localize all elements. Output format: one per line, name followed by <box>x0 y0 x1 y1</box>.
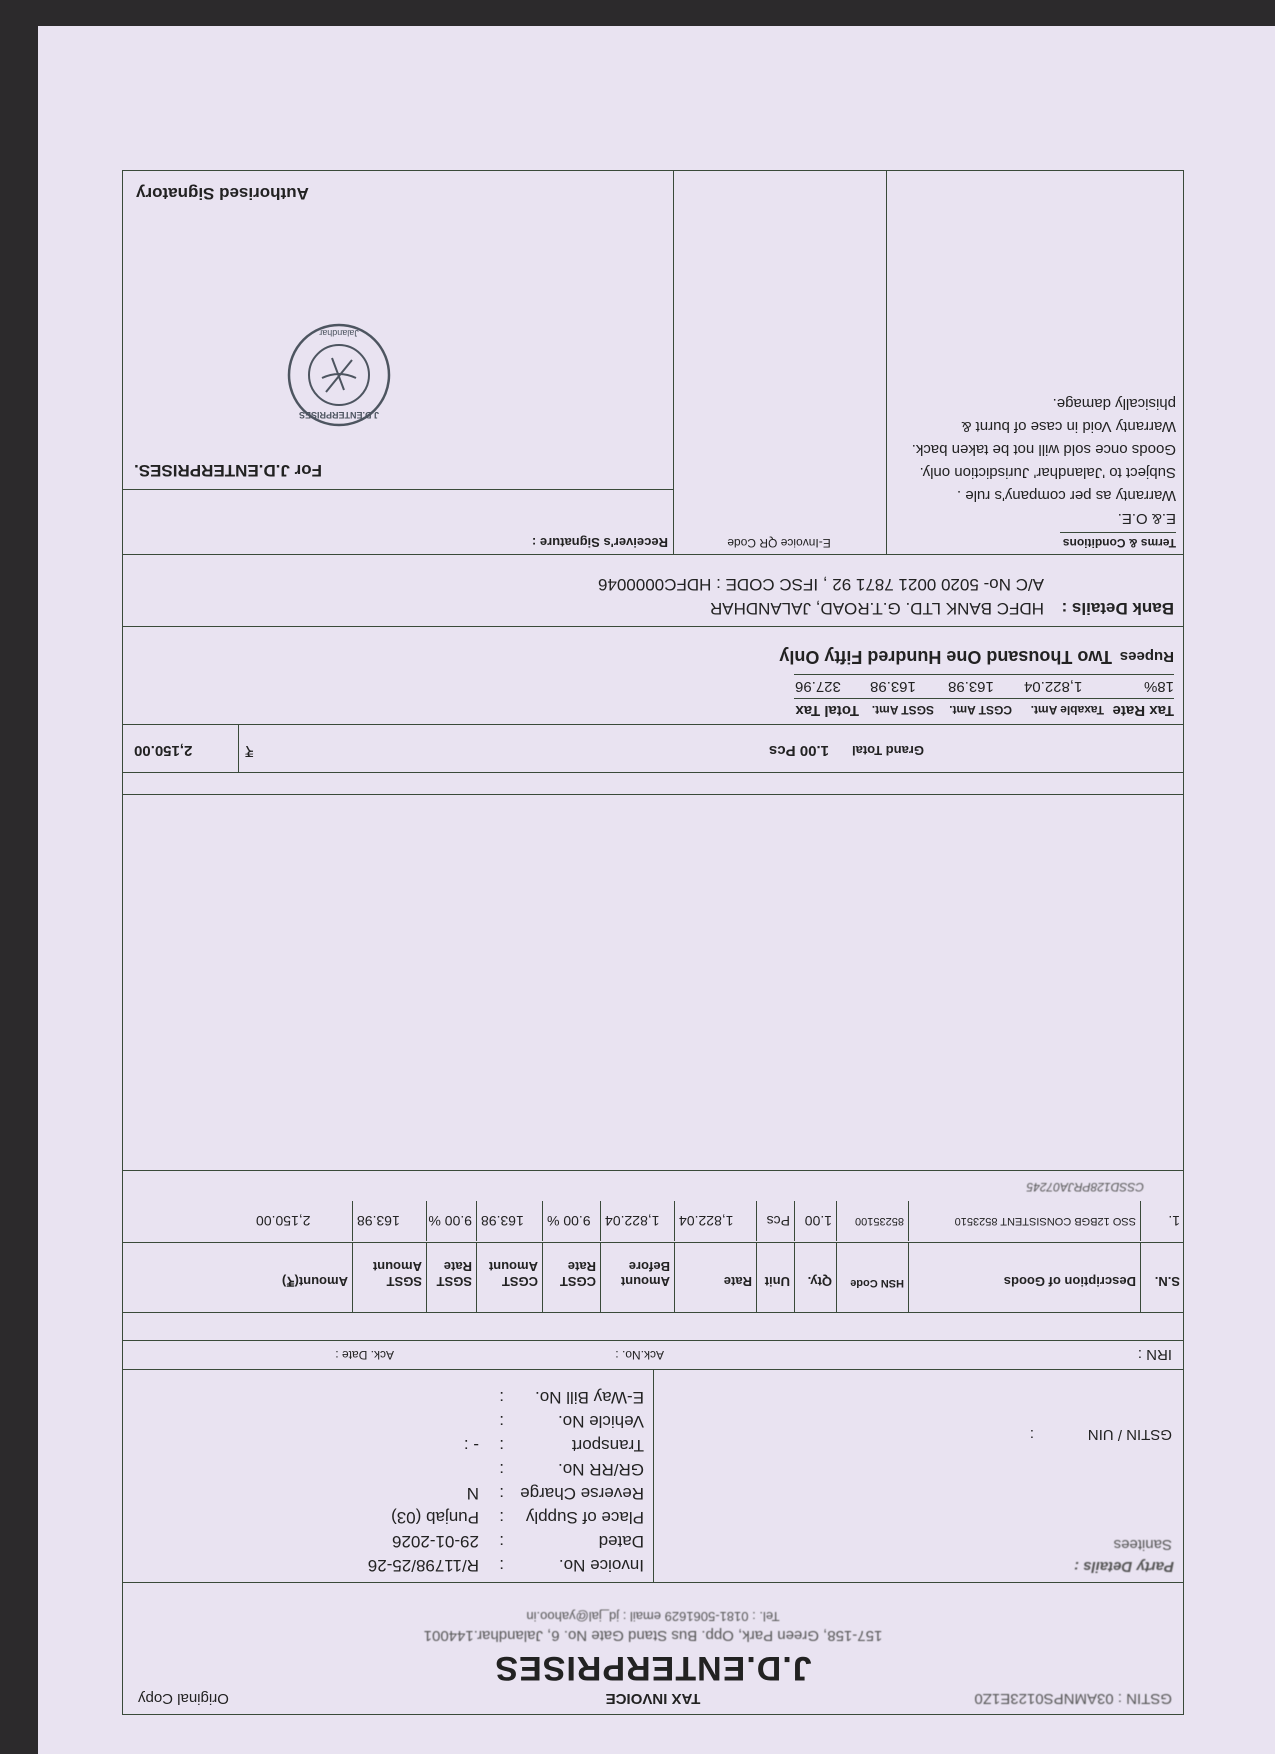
info-label: Dated <box>598 1532 644 1551</box>
terms-line: Subject to 'Jalandhar' Jurisdiction only. <box>919 464 1176 481</box>
terms-label: Terms & Conditions <box>1062 536 1176 550</box>
tax-rate-header: Tax Rate <box>1112 702 1174 719</box>
info-label: Invoice No. <box>558 1556 644 1575</box>
info-label: Place of Supply <box>525 1508 644 1527</box>
company-contact: Tel. : 0181-5061629 email : jd_jal@yahoo.in <box>526 1609 780 1624</box>
terms-line: Warranty as per company's rule . <box>956 487 1176 504</box>
terms-line: phisically damage. <box>1052 395 1176 412</box>
company-gstin: GSTIN : 03AMNPS0123E1Z0 <box>974 1690 1172 1707</box>
info-label: GR/RR No. <box>558 1460 644 1479</box>
info-separator: : <box>499 1484 504 1503</box>
grand-total-qty: 1.00 Pcs <box>768 742 829 759</box>
grand-total-label: Grand Total <box>852 743 924 758</box>
terms-line: Warranty Void in case of burnt & <box>961 418 1176 435</box>
ack-no-label: Ack.No. : <box>615 1348 664 1362</box>
company-stamp <box>284 320 394 430</box>
info-value: Punjab (03) <box>391 1508 479 1527</box>
qr-code-label: E-Invoice QR Code <box>727 536 831 550</box>
info-separator: : <box>499 1556 504 1575</box>
party-gstin-label: GSTIN / UIN <box>1087 1426 1172 1443</box>
cell-hsn: 85235100 <box>836 1201 908 1241</box>
cell-sgst-amount: 163.98 <box>352 1201 426 1241</box>
table-row <box>122 1201 1184 1241</box>
total-tax-header: Total Tax <box>795 702 859 719</box>
col-header: SGST Rate <box>426 1243 476 1313</box>
svg-text:J.D.ENTERPRISES: J.D.ENTERPRISES <box>298 410 380 420</box>
irn-label: IRN : <box>1137 1346 1172 1363</box>
cell-amount: 2,150.00 <box>256 1213 311 1229</box>
cell-qty: 1.00 <box>794 1201 836 1241</box>
bank-label: Bank Details : <box>1061 599 1174 618</box>
info-label: Vehicle No. <box>558 1412 644 1431</box>
party-details-label: Party Details : <box>1073 1558 1174 1575</box>
col-header: Amount(₹) <box>281 1274 348 1289</box>
copy-label: Original Copy <box>138 1690 229 1707</box>
terms-line: Goods once sold will not be taken back. <box>911 441 1176 458</box>
col-header: Description of Goods <box>908 1243 1140 1313</box>
info-separator: : <box>499 1436 504 1455</box>
info-value: R/11798/25-26 <box>367 1556 479 1575</box>
item-serial: CSSD128PRJA07245 <box>1026 1180 1144 1194</box>
tax-rate-value: 18% <box>1143 678 1174 695</box>
bank-line-1: HDFC BANK LTD. G.T.ROAD, JALANDHAR <box>709 599 1044 618</box>
cell-rate: 1,822.04 <box>674 1201 756 1241</box>
info-separator: : <box>499 1388 504 1407</box>
info-value: - : <box>463 1436 479 1455</box>
cell-description: SSO 12BGB CONSISTENT 8523510 <box>908 1201 1140 1241</box>
company-name: J.D.ENTERPRISES <box>494 1649 812 1687</box>
col-header: SGST Amount <box>352 1243 426 1313</box>
col-header: S.N. <box>1140 1243 1184 1313</box>
ack-date-label: Ack. Date : <box>335 1348 394 1362</box>
col-header: Unit <box>756 1243 794 1313</box>
cell-cgst-amount: 163.98 <box>476 1201 542 1241</box>
info-value: 29-01-2026 <box>392 1532 479 1551</box>
info-label: Reverse Charge <box>520 1484 644 1503</box>
amount-words-prefix: Rupees <box>1119 648 1174 665</box>
receiver-signature-label: Receiver's Signature : <box>531 535 668 550</box>
cell-sn: 1. <box>1140 1201 1184 1241</box>
total-tax-value: 327.96 <box>795 678 841 695</box>
cell-unit: Pcs <box>756 1201 794 1241</box>
company-address: 157-158, Green Park, Opp. Bus Stand Gate No. 6, Jalandhar.144001 <box>423 1627 883 1644</box>
tax-invoice <box>122 170 1184 1715</box>
items-table-header <box>122 1242 1184 1313</box>
info-separator: : <box>499 1460 504 1479</box>
bank-line-2: A/C No- 5020 0021 7871 92 , IFSC CODE : HDFC0000046 <box>597 575 1044 594</box>
terms-line: E.& O.E. <box>1117 510 1176 527</box>
doc-type: TAX INVOICE <box>605 1690 701 1707</box>
authorised-signatory: Authorised Signatory <box>136 184 309 203</box>
grand-total-amount: 2,150.00 <box>134 742 193 759</box>
amount-in-words: Two Thousand One Hundred Fifty Only <box>779 647 1112 667</box>
cgst-amt-value: 163.98 <box>948 678 994 695</box>
col-header: CGST Rate <box>542 1243 600 1313</box>
info-value: N <box>466 1484 479 1503</box>
currency-symbol: ₹ <box>244 742 254 759</box>
cell-amount-before: 1,822.04 <box>600 1201 674 1241</box>
svg-text:Jalandhar: Jalandhar <box>319 328 359 338</box>
info-label: Transport <box>571 1436 644 1455</box>
info-separator: : <box>499 1412 504 1431</box>
party-name: Sanitees <box>1113 1536 1172 1553</box>
cell-cgst-rate: 9.00 % <box>542 1201 600 1241</box>
col-header: CGST Amount <box>476 1243 542 1313</box>
taxable-amt-value: 1,822.04 <box>1024 678 1083 695</box>
info-label: E-Way Bill No. <box>535 1388 644 1407</box>
info-separator: : <box>499 1532 504 1551</box>
cgst-amt-header: CGST Amt. <box>949 703 1012 717</box>
col-header: Rate <box>674 1243 756 1313</box>
sgst-amt-value: 163.98 <box>870 678 916 695</box>
cell-sgst-rate: 9.00 % <box>426 1201 476 1241</box>
info-separator: : <box>499 1508 504 1527</box>
for-company: For J.D.ENTERPRISES. <box>134 461 322 480</box>
col-header: Amount Before <box>600 1243 674 1313</box>
taxable-amt-header: Taxable Amt. <box>1030 703 1104 717</box>
sgst-amt-header: SGST Amt. <box>871 703 934 717</box>
col-header: Qty. <box>794 1243 836 1313</box>
col-header: HSN Code <box>836 1243 908 1313</box>
party-gstin-sep: : <box>1029 1426 1034 1443</box>
